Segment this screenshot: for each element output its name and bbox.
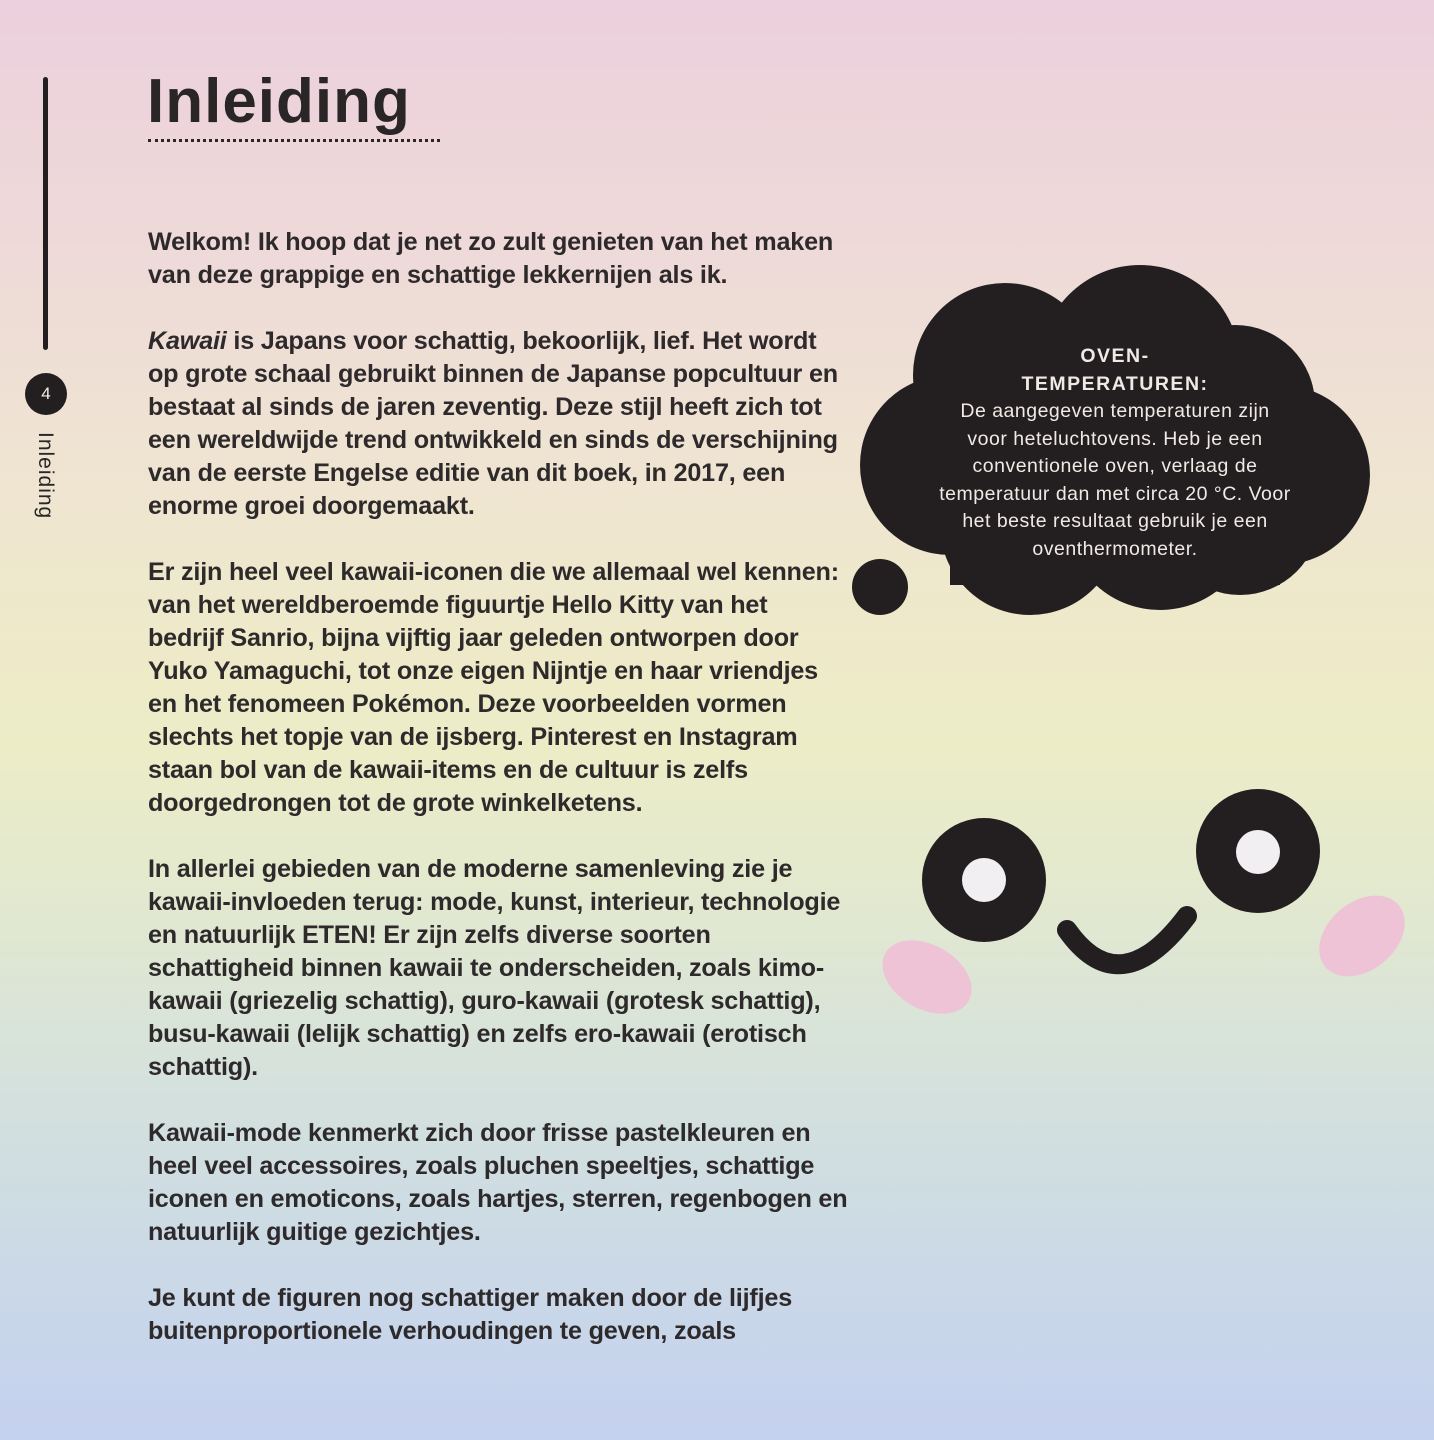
- oven-temperature-callout: [840, 255, 1380, 635]
- callout-heading-line2: TEMPERATUREN:: [1021, 372, 1209, 395]
- callout-line: voor heteluchtovens. Heb je een: [967, 427, 1263, 450]
- left-eye-icon: [922, 818, 1046, 942]
- smile-icon: [1067, 916, 1187, 964]
- right-cheek-icon: [1303, 879, 1420, 993]
- callout-heading-line1: OVEN-: [1080, 345, 1150, 367]
- side-divider-line: [43, 77, 48, 350]
- title-dotted-underline: [148, 139, 440, 142]
- callout-line: De aangegeven temperaturen zijn: [960, 400, 1270, 422]
- paragraph-kawaii-fashion: Kawaii-mode kenmerkt zich door frisse pastelkleuren en heel veel accessoires, zoals pluchen speeltjes, schattige iconen en emoticons, zoals hartjes, sterren, regenbogen en natuurlijk guitige gezichtjes.: [148, 1119, 848, 1246]
- callout-line: oventhermometer.: [1032, 537, 1198, 560]
- kawaii-term: Kawaii: [148, 327, 227, 355]
- callout-line: het beste resultaat gebruik je een: [962, 510, 1268, 532]
- paragraph-kawaii-icons: Er zijn heel veel kawaii-iconen die we allemaal wel kennen: van het wereldberoemde figuurtje Hello Kitty van het bedrijf Sanrio, bijna vijftig jaar geleden ontworpen door Yuko Yamaguchi, tot onze eigen Nijntje en haar vriendjes en het fenomeen Pokémon. Deze voorbeelden vormen slechts het topje van de ijsberg. Pinterest en Instagram staan bol van de kawaii-items en de cultuur is zelfs doorgedrongen tot de grote winkelketens.: [148, 558, 839, 817]
- paragraph-proportions: Je kunt de figuren nog schattiger maken door de lijfjes buitenproportionele verhoudingen te geven, zoals: [148, 1284, 792, 1345]
- paragraph-kawaii-influences: In allerlei gebieden van de moderne samenleving zie je kawaii-invloeden terug: mode, kunst, interieur, technologie en natuurlijk ETEN! Er zijn zelfs diverse soorten schattigheid binnen kawaii te onderscheiden, zoals kimo-kawaii (griezelig schattig), guro-kawaii (grotesk schattig), busu-kawaii (lelijk schattig) en zelfs ero-kawaii (erotisch schattig).: [148, 855, 841, 1081]
- left-cheek-icon: [870, 925, 985, 1028]
- callout-line: conventionele oven, verlaag de: [972, 455, 1258, 477]
- page-title: Inleiding: [147, 67, 411, 136]
- right-eye-icon: [1196, 789, 1320, 913]
- callout-text: [900, 343, 1330, 563]
- kawaii-face-illustration: [870, 780, 1430, 1030]
- section-running-label: Inleiding: [34, 432, 57, 520]
- page-number: 4: [41, 384, 51, 403]
- paragraph-welcome: Welkom! Ik hoop dat je net zo zult genieten van het maken van deze grappige en schattige lekkernijen als ik.: [148, 228, 834, 289]
- callout-line: temperatuur dan met circa 20 °C. Voor: [939, 482, 1291, 505]
- page-number-badge: [25, 373, 67, 415]
- body-text: [148, 226, 848, 1381]
- paragraph-kawaii-definition: Kawaii is Japans voor schattig, bekoorlijk, lief. Het wordt op grote schaal gebruikt binnen de Japanse popcultuur en bestaat al sinds de jaren zeventig. Deze stijl heeft zich tot een wereldwijde trend ontwikkeld en sinds de verschijning van de eerste Engelse editie van dit boek, in 2017, een enorme groei doorgemaakt.: [148, 327, 838, 520]
